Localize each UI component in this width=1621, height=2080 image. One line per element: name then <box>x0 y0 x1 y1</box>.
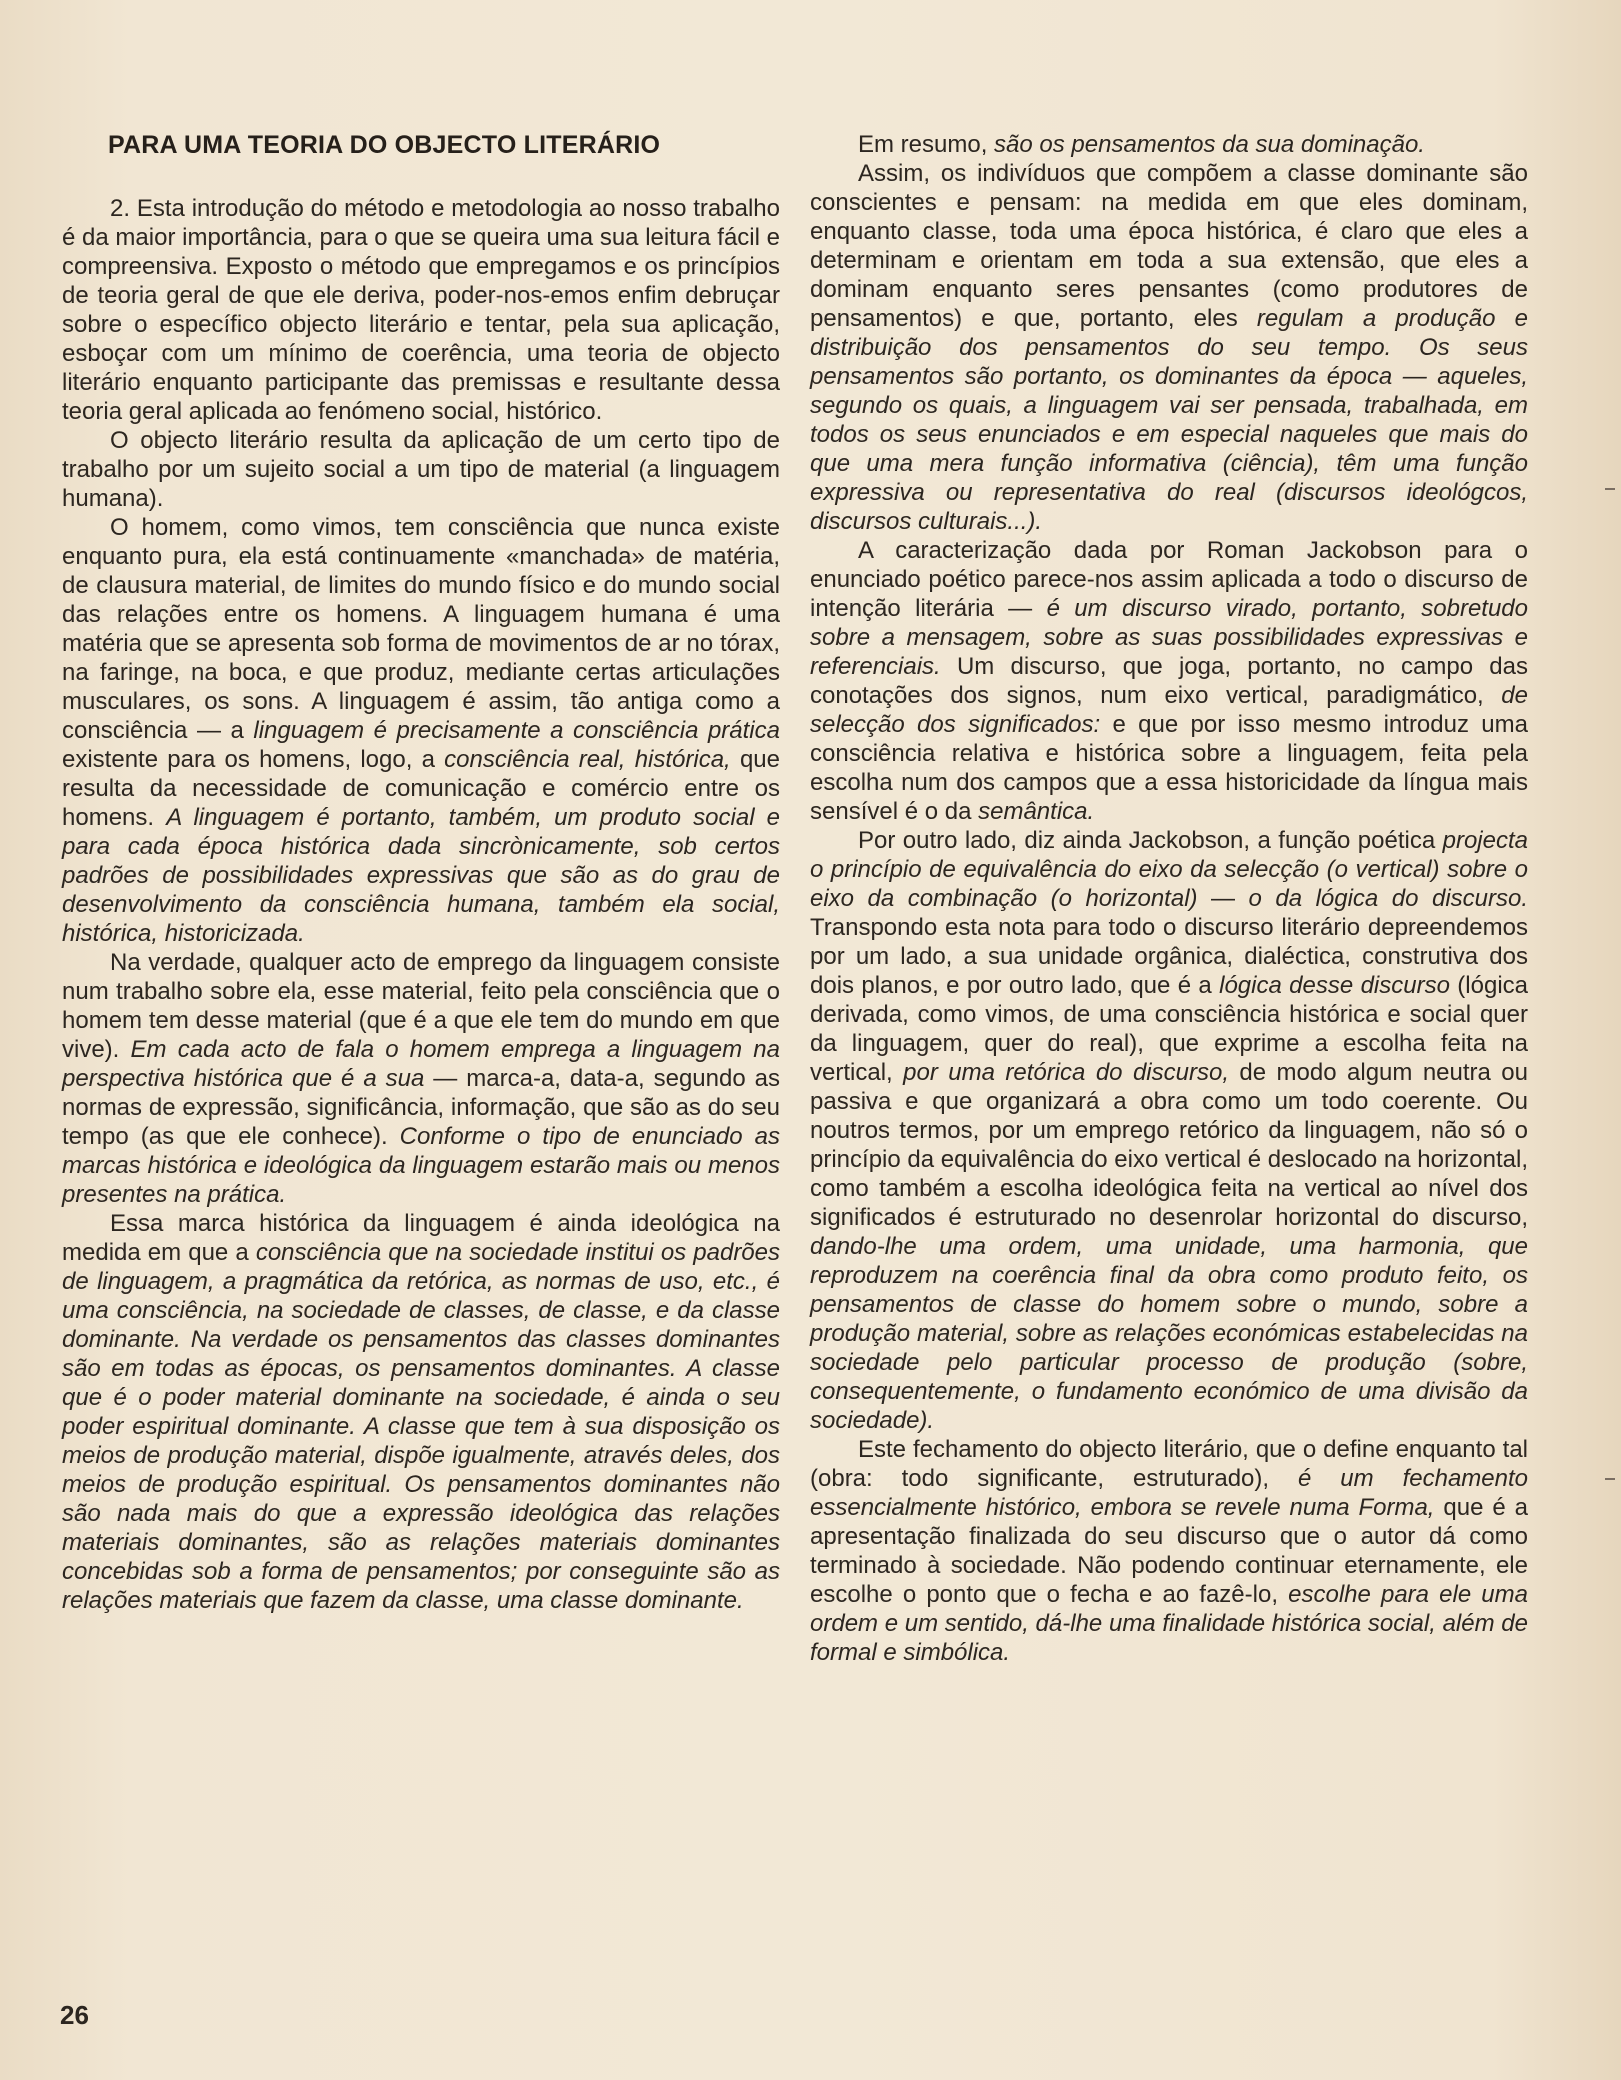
text: — marca-a, data-a, segundo as normas de expressão, significância, informação, que são as do seu tempo (as que ele conhece). <box>62 1065 780 1150</box>
text: A caracterização dada por Roman Jackobson para o enunciado poético parece-nos assim aplicada a todo o discurso de intenção literária — <box>810 537 1528 622</box>
text: — <box>1197 885 1249 912</box>
text: O homem, como vimos, tem consciência que nunca existe enquanto pura, ela está continuamente «manchada» de matéria, de clausura material, de limites do mundo físico e do mundo social das relações entre os homens. A linguagem humana é uma matéria que se apresenta sob forma de movimentos de ar no tórax, na faringe, na boca, e que produz, mediante certas articulações musculares, os sons. A linguagem é assim, tão antiga como a consciência — a <box>62 514 780 744</box>
left-column <box>62 130 780 1615</box>
text: Um discurso, que joga, portanto, no campo das conotações dos signos, num eixo vertical, paradigmático, <box>810 653 1528 709</box>
italic-text: semântica. <box>978 798 1095 825</box>
italic-text: é um fechamento essencialmente histórico, embora se revele numa Forma, <box>810 1465 1528 1521</box>
italic-text: lógica desse discurso <box>1219 972 1450 999</box>
italic-text: A linguagem é portanto, também, um produto social e para cada época histórica dada sincrònicamente, sob certos padrões de possibilidades expressivas que são as do grau de desenvolvimento da consciência humana, também ela social, histórica, historicizada. <box>62 804 781 947</box>
italic-text: linguagem é precisamente a consciência prática <box>253 717 780 744</box>
paragraph <box>62 1209 780 1615</box>
margin-mark <box>1605 488 1615 490</box>
text: Em resumo, <box>858 131 995 158</box>
paragraph <box>810 536 1528 826</box>
italic-text: Em cada acto de fala o homem emprega a linguagem na perspectiva histórica que é a sua <box>62 1036 781 1092</box>
text: e que por isso mesmo introduz uma consciência relativa e histórica sobre a linguagem, feita pela escolha num dos campos que a essa historicidade da língua mais sensível é o da <box>810 711 1528 825</box>
paragraph <box>62 948 780 1209</box>
right-column <box>810 130 1528 1667</box>
italic-text: consciência que na sociedade institui os padrões de linguagem, a pragmática da retórica, as normas de uso, etc., é uma consciência, na sociedade de classes, de classe, e da classe dominante. Na verdade os pensamentos das classes dominantes são em todas as épocas, os pensamentos dominantes. A classe que é o poder material dominante na sociedade, é ainda o seu poder espiritual dominante. A classe que tem à sua disposição os meios de produção material, dispõe igualmente, através deles, dos meios de produção espiritual. Os pensamentos dominantes não são nada mais do que a expressão ideológica das relações materiais dominantes, são as relações materiais dominantes concebidas sob a forma de pensamentos; por conseguinte são as relações materiais que fazem da classe, uma classe dominante. <box>62 1239 781 1614</box>
italic-text: regulam a produção e distribuição dos pensamentos do seu tempo. Os seus pensamentos são portanto, os dominantes da época — aqueles, segundo os quais, a linguagem vai ser pensada, trabalhada, em todos os seus enunciados e em especial naqueles que mais do que uma mera função informativa (ciência), têm uma função expressiva ou representativa do real (discursos ideológcos, discursos culturais...). <box>810 305 1529 535</box>
text: existente para os homens, logo, a <box>62 746 445 773</box>
text: Na verdade, qualquer acto de emprego da linguagem consiste num trabalho sobre ela, esse material, feito pela consciência que o homem tem desse material (que é a que ele tem do mundo em que vive). <box>62 949 780 1063</box>
text: O objecto literário resulta da aplicação de um certo tipo de trabalho por um sujeito social a um tipo de material (a linguagem humana). <box>62 427 780 512</box>
paragraph <box>62 513 780 948</box>
paragraph <box>810 130 1528 159</box>
italic-text: de selecção dos significados: <box>810 682 1528 738</box>
italic-text: Conforme o tipo de enunciado as marcas histórica e ideológica da linguagem estarão mais ou menos presentes na prática. <box>62 1123 780 1208</box>
italic-text: consciência real, histórica, <box>444 746 731 773</box>
text: Transpondo esta nota para todo o discurso literário depreendemos por um lado, a sua unidade orgânica, dialéctica, construtiva dos dois planos, e por outro lado, que é a <box>810 914 1528 999</box>
italic-text: são os pensamentos da sua dominação. <box>994 131 1425 158</box>
italic-text: projecta o princípio de equivalência do eixo da selecção (o vertical) sobre o eixo da combinação (o horizontal) <box>810 827 1528 912</box>
page-number: 26 <box>60 2000 89 2030</box>
paragraph <box>810 1435 1528 1667</box>
margin-mark <box>1605 1478 1615 1480</box>
text: Essa marca histórica da linguagem é ainda ideológica na medida em que a <box>62 1210 780 1266</box>
paragraph <box>810 159 1528 536</box>
italic-text: o da lógica do discurso. <box>1248 885 1529 912</box>
text: que é a apresentação finalizada do seu discurso que o autor dá como terminado à sociedade. Não podendo continuar eternamente, ele escolhe o ponto que o fecha e ao fazê-lo, <box>810 1494 1528 1608</box>
text: Assim, os indivíduos que compõem a classe dominante são conscientes e pensam: na medida em que eles dominam, enquanto classe, toda uma época histórica, é claro que eles a determinam e orientam em toda a sua extensão, que eles a dominam enquanto seres pensantes (como produtores de pensamentos) e que, portanto, eles <box>810 160 1528 332</box>
text: 2. Esta introdução do método e metodologia ao nosso trabalho é da maior importância, para o que se queira uma sua leitura fácil e compreensiva. Exposto o método que empregamos e os princípios de teoria geral de que ele deriva, poder-nos-emos enfim debruçar sobre o específico objecto literário e tentar, pela sua aplicação, esboçar com um mínimo de coerência, uma teoria de objecto literário enquanto participante das premissas e resultante dessa teoria geral aplicada ao fenómeno social, histórico. <box>62 195 780 425</box>
paragraph <box>62 194 780 426</box>
paragraph <box>810 826 1528 1435</box>
text: Por outro lado, diz ainda Jackobson, a função poética <box>858 827 1443 854</box>
text: de modo algum neutra ou passiva e que organizará a obra como um todo coerente. Ou noutros termos, por um emprego retórico da linguagem, não só o princípio da equivalência do eixo vertical é deslocado na horizontal, como também a escolha ideológica feita na vertical ao nível dos significados é estruturado no desenrolar horizontal do discurso, <box>810 1059 1529 1231</box>
page-title: PARA UMA TEORIA DO OBJECTO LITERÁRIO <box>108 131 661 159</box>
text: Este fechamento do objecto literário, que o define enquanto tal (obra: todo significante, estruturado), <box>810 1436 1528 1492</box>
text: que resulta da necessidade de comunicação e comércio entre os homens. <box>62 746 780 831</box>
italic-text: é um discurso virado, portanto, sobretudo sobre a mensagem, sobre as suas possibilidades expressivas e referenciais. <box>810 595 1528 680</box>
italic-text: escolhe para ele uma ordem e um sentido, dá-lhe uma finalidade histórica social, além de formal e simbólica. <box>810 1581 1528 1666</box>
paragraph <box>62 426 780 513</box>
text: (lógica derivada, como vimos, de uma consciência histórica e social quer da linguagem, quer do real), que exprime a escolha feita na vertical, <box>810 972 1529 1086</box>
italic-text: dando-lhe uma ordem, uma unidade, uma harmonia, que reproduzem na coerência final da obra como produto feito, os pensamentos de classe do homem sobre o mundo, sobre a produção material, sobre as relações económicas estabelecidas na sociedade pelo particular processo de produção (sobre, consequentemente, o fundamento económico de uma divisão da sociedade). <box>810 1233 1528 1434</box>
italic-text: por uma retórica do discurso, <box>903 1059 1229 1086</box>
